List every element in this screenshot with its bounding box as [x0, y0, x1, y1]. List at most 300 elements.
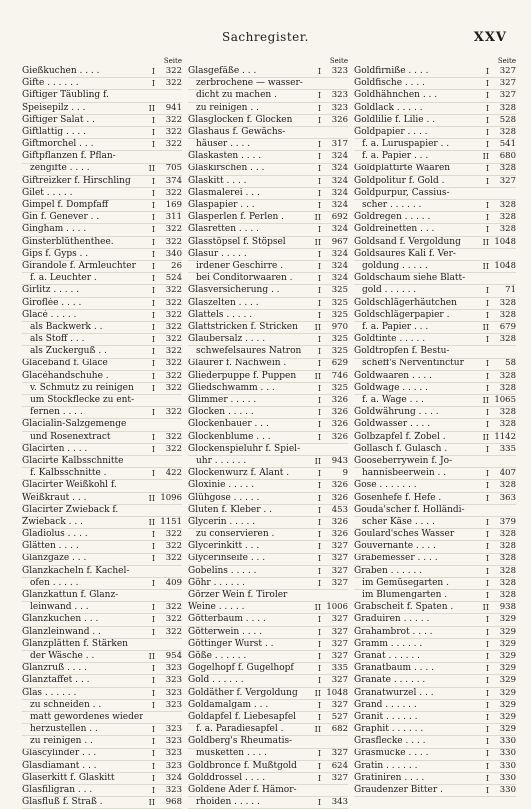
entry-volume: I — [151, 725, 155, 735]
index-entry — [188, 468, 348, 480]
index-entry — [22, 468, 182, 480]
entry-term: Gladiolus . . . . — [22, 529, 88, 540]
entry-volume: I — [151, 66, 155, 76]
entry-volume: I — [317, 188, 321, 198]
entry-volume: I — [317, 249, 321, 259]
index-entry — [188, 578, 348, 590]
index-entry — [188, 90, 348, 102]
index-entry — [188, 773, 348, 785]
index-entry — [188, 383, 348, 395]
entry-volume: I — [317, 152, 321, 162]
entry-volume: I — [151, 176, 155, 186]
entry-page: 322 — [165, 297, 182, 308]
entry-volume: I — [485, 786, 489, 796]
entry-term: um Stockflecke zu ent- — [30, 395, 135, 406]
entry-term: Goldsaures Kali f. Ver- — [354, 248, 456, 259]
entry-volume: II — [314, 371, 321, 381]
entry-volume: II — [482, 261, 489, 271]
entry-page: 323 — [331, 90, 348, 101]
entry-volume: I — [151, 432, 155, 442]
index-entry — [354, 176, 516, 188]
entry-term: Gin f. Genever . . — [22, 212, 100, 223]
index-entry — [188, 541, 348, 553]
entry-volume: I — [485, 310, 489, 320]
entry-volume: I — [151, 408, 155, 418]
index-column-3 — [354, 56, 516, 796]
index-entry — [354, 712, 516, 724]
entry-term: Glasglocken f. Glocken — [188, 114, 293, 125]
entry-volume: I — [151, 664, 155, 674]
entry-term: Goldplattirte Waaren — [354, 163, 451, 174]
entry-volume: I — [485, 176, 489, 186]
entry-page: 322 — [165, 407, 182, 418]
index-entry — [354, 298, 516, 310]
entry-term: f. a. Papier . . . — [362, 321, 429, 332]
index-entry — [354, 590, 516, 602]
entry-page: 328 — [499, 370, 516, 381]
entry-volume: I — [485, 554, 489, 564]
entry-volume: I — [317, 700, 321, 710]
entry-term: Glacirte Kalbsschnitte — [22, 456, 124, 466]
entry-term: Glaurer f. Nachwein . — [188, 358, 287, 369]
entry-term: Grahambrot . . . . — [354, 626, 433, 637]
entry-page: 330 — [499, 760, 516, 771]
index-entry — [188, 627, 348, 639]
index-entry — [22, 212, 182, 224]
entry-volume: I — [485, 700, 489, 710]
entry-page: 379 — [499, 516, 516, 527]
entry-term: Glacéband f. Glacé — [22, 358, 108, 369]
entry-page: 323 — [165, 748, 182, 759]
index-entry — [22, 578, 182, 590]
index-entry — [354, 627, 516, 639]
entry-volume: I — [317, 274, 321, 284]
index-entry — [354, 90, 516, 102]
entry-page: 326 — [331, 395, 348, 406]
entry-volume: I — [485, 749, 489, 759]
index-entry — [22, 639, 182, 651]
entry-volume: I — [317, 505, 321, 515]
entry-page: 324 — [331, 163, 348, 174]
entry-volume: I — [317, 396, 321, 406]
index-entry — [22, 566, 182, 578]
entry-term: Gose . . . . . . . — [354, 480, 417, 491]
entry-term: Grasflecke . . . . — [354, 736, 426, 747]
index-entry — [188, 663, 348, 675]
entry-term: Goldsand f. Vergoldung — [354, 236, 461, 247]
entry-page: 680 — [499, 151, 516, 162]
index-entry — [22, 602, 182, 614]
entry-page: 326 — [331, 480, 348, 491]
entry-volume: I — [151, 554, 155, 564]
entry-page: 340 — [165, 248, 182, 259]
entry-page: 323 — [165, 724, 182, 735]
entry-volume: I — [317, 554, 321, 564]
entry-page: 324 — [331, 200, 348, 211]
index-entry — [22, 188, 182, 200]
entry-page: 330 — [499, 785, 516, 796]
entry-term: f. a. Leuchter . — [30, 273, 97, 284]
entry-volume: II — [148, 493, 155, 503]
entry-page: 328 — [499, 565, 516, 576]
entry-page: 311 — [165, 212, 182, 223]
entry-term: Göße . . . . . . — [188, 651, 247, 661]
entry-page: 322 — [165, 431, 182, 442]
entry-term: Glanzgaze . . . — [22, 553, 87, 564]
entry-page: 328 — [499, 102, 516, 113]
entry-volume: I — [485, 542, 489, 552]
entry-term: Goldreinetten . . . — [354, 224, 435, 235]
entry-volume: I — [485, 286, 489, 296]
index-entry — [22, 346, 182, 358]
entry-page: 970 — [331, 321, 348, 332]
entry-page: 328 — [499, 309, 516, 320]
entry-page: 322 — [165, 382, 182, 393]
entry-term: Glacirter Zwieback f. — [22, 504, 119, 515]
entry-term: Goldwasser . . . . — [354, 419, 431, 430]
entry-term: Göhr . . . . . . — [188, 577, 246, 588]
entry-page: 329 — [499, 724, 516, 735]
entry-term: Gouvernante . . . . — [354, 541, 436, 552]
index-entry — [188, 151, 348, 163]
entry-page: 682 — [331, 724, 348, 735]
entry-term: Goldamalgam . . . — [188, 699, 269, 710]
entry-page: 323 — [331, 102, 348, 113]
index-entry — [22, 139, 182, 151]
entry-page: 326 — [331, 407, 348, 418]
index-entry — [22, 627, 182, 639]
entry-volume: I — [317, 493, 321, 503]
entry-page: 327 — [331, 541, 348, 552]
entry-page: 322 — [165, 602, 182, 613]
index-entry — [354, 541, 516, 553]
index-entry — [188, 407, 348, 419]
index-entry — [22, 651, 182, 663]
entry-term: Girandole f. Armleuchter — [22, 261, 136, 271]
index-entry — [354, 468, 516, 480]
index-entry — [354, 237, 516, 249]
entry-volume: II — [148, 517, 155, 527]
entry-page: 327 — [331, 553, 348, 564]
entry-page: 326 — [331, 492, 348, 503]
index-entry — [188, 371, 348, 383]
entry-term: Giftlattig . . . . — [22, 126, 87, 137]
entry-volume: I — [317, 103, 321, 113]
index-entry — [22, 127, 182, 139]
entry-page: 328 — [499, 163, 516, 174]
entry-volume: I — [151, 737, 155, 747]
entry-page: 322 — [165, 358, 182, 369]
entry-term: häuser . . . . — [196, 139, 251, 150]
entry-term: Glycerin . . . . . — [188, 516, 256, 527]
entry-page: 343 — [331, 797, 348, 808]
index-entry — [22, 688, 182, 700]
entry-volume: II — [148, 798, 155, 808]
index-entry — [354, 322, 516, 334]
index-entry — [354, 127, 516, 139]
index-entry — [22, 298, 182, 310]
entry-page: 26 — [171, 261, 182, 271]
entry-volume: I — [485, 566, 489, 576]
entry-term: Görzer Wein f. Tiroler — [188, 590, 288, 601]
index-entry — [354, 359, 516, 371]
entry-term: Götterwein . . . . — [188, 626, 263, 637]
entry-page: 327 — [331, 626, 348, 637]
entry-term: Göttinger Wurst . . — [188, 638, 274, 649]
entry-term: Grand . . . . . . — [354, 699, 417, 710]
entry-volume: I — [317, 225, 321, 235]
entry-term: als Zuckerguß . . — [30, 346, 107, 357]
entry-volume: I — [317, 286, 321, 296]
entry-volume: I — [485, 469, 489, 479]
entry-term: Gloxinie . . . . . — [188, 480, 255, 491]
entry-term: Glanzkuchen . . . — [22, 614, 99, 625]
entry-term: f. Kalbsschnitte . — [30, 468, 107, 479]
entry-volume: I — [151, 383, 155, 393]
index-entry — [354, 334, 516, 346]
entry-page: 329 — [499, 687, 516, 698]
entry-page: 322 — [165, 370, 182, 381]
index-entry — [354, 432, 516, 444]
index-entry — [354, 188, 516, 200]
entry-page: 1006 — [326, 602, 348, 613]
index-entry — [188, 103, 348, 115]
entry-volume: II — [482, 237, 489, 247]
entry-term: Gliederpuppe f. Puppen — [188, 370, 297, 381]
entry-page: 324 — [331, 273, 348, 284]
entry-term: Goldberg's Rheumatis- — [188, 736, 293, 747]
entry-volume: II — [314, 237, 321, 247]
index-entry — [188, 273, 348, 285]
entry-term: Glühgose . . . . . — [188, 492, 260, 503]
entry-term: im Gemüsegarten . — [362, 577, 449, 588]
index-entry — [188, 688, 348, 700]
entry-term: Giftiger Salat . . — [22, 114, 95, 125]
entry-term: Gratiniren . . . . — [354, 772, 425, 783]
index-entry — [22, 66, 182, 78]
index-entry — [22, 675, 182, 687]
entry-volume: I — [485, 530, 489, 540]
index-entry — [188, 724, 348, 736]
entry-volume: I — [485, 664, 489, 674]
index-entry — [22, 554, 182, 566]
entry-page: 938 — [499, 602, 516, 613]
entry-term: Goldpolitur f. Gold . — [354, 175, 445, 186]
entry-volume: I — [151, 603, 155, 613]
index-entry — [22, 700, 182, 712]
entry-term: goldung . . . . . — [362, 261, 428, 271]
entry-term: Graphit . . . . . . — [354, 724, 424, 735]
index-entry — [188, 224, 348, 236]
index-entry — [22, 480, 182, 492]
index-entry — [354, 773, 516, 785]
entry-volume: I — [485, 517, 489, 527]
index-entry — [354, 200, 516, 212]
entry-term: Glockenwurz f. Alant . — [188, 468, 290, 479]
index-entry — [354, 480, 516, 492]
entry-term: Golddrossel . . . . — [188, 772, 266, 783]
entry-term: Glycerinseife . . . — [188, 553, 266, 564]
entry-term: Goldene Ader f. Hämor- — [188, 785, 297, 796]
entry-page: 328 — [499, 577, 516, 588]
entry-page: 374 — [165, 175, 182, 186]
entry-page: 322 — [165, 541, 182, 552]
entry-volume: I — [151, 249, 155, 259]
entry-volume: I — [485, 91, 489, 101]
index-entry — [188, 639, 348, 651]
entry-term: Grasmücke . . . . — [354, 748, 429, 759]
entry-term: herzustellen . . — [30, 724, 98, 735]
index-entry — [354, 164, 516, 176]
entry-term: rhoiden . . . . . — [196, 797, 260, 808]
entry-term: Goldwage . . . . . — [354, 382, 429, 393]
index-entry — [354, 736, 516, 748]
entry-volume: I — [151, 79, 155, 89]
entry-term: Gouda'scher f. Holländi- — [354, 504, 465, 515]
index-entry — [22, 322, 182, 334]
entry-term: Glasdiamant . . . — [22, 760, 97, 771]
index-entry — [354, 419, 516, 431]
entry-term: Goldpurpur, Cassius- — [354, 187, 450, 198]
index-entry — [188, 139, 348, 151]
entry-term: v. Schmutz zu reinigen — [30, 382, 134, 393]
entry-term: zu reinigen . . — [30, 736, 93, 747]
entry-volume: I — [151, 310, 155, 320]
entry-volume: I — [317, 335, 321, 345]
index-entry — [354, 456, 516, 468]
entry-page: 329 — [499, 699, 516, 710]
entry-page: 325 — [331, 346, 348, 357]
entry-term: Zwieback . . . — [22, 516, 83, 527]
entry-volume: II — [482, 396, 489, 406]
index-entry — [354, 700, 516, 712]
index-entry — [22, 285, 182, 297]
index-entry — [188, 188, 348, 200]
index-entry — [354, 529, 516, 541]
entry-page: 1048 — [494, 261, 516, 271]
entry-term: scheff's Nerventinctur — [362, 358, 464, 369]
entry-term: Glasfluß f. Straß . — [22, 797, 103, 808]
entry-term: Gollasch f. Gulasch . — [354, 443, 448, 454]
entry-volume: I — [151, 786, 155, 796]
entry-term: Goldwährung . . . . — [354, 407, 439, 418]
index-entry — [188, 712, 348, 724]
entry-volume: II — [482, 322, 489, 332]
index-entry — [22, 724, 182, 736]
index-entry — [22, 310, 182, 322]
entry-volume: I — [485, 493, 489, 503]
entry-page: 322 — [165, 626, 182, 637]
entry-term: Glockenspieluhr f. Spiel- — [188, 443, 301, 454]
seite-label: Seite — [329, 57, 348, 65]
entry-term: Gratin . . . . . . — [354, 760, 418, 771]
entry-volume: I — [485, 688, 489, 698]
index-entry — [354, 578, 516, 590]
entry-volume: I — [151, 627, 155, 637]
entry-page: 322 — [165, 139, 182, 150]
entry-page: 325 — [331, 297, 348, 308]
entry-page: 324 — [331, 248, 348, 259]
entry-term: hannisbeerwein . . — [362, 468, 447, 479]
entry-volume: I — [317, 664, 321, 674]
entry-volume: I — [317, 530, 321, 540]
index-entry — [22, 797, 182, 809]
entry-term: Gimpel f. Dompfaff — [22, 200, 109, 211]
entry-volume: I — [485, 676, 489, 686]
entry-volume: I — [151, 286, 155, 296]
entry-term: scher . . . . . . — [362, 200, 422, 211]
entry-page: 330 — [499, 748, 516, 759]
index-entry — [22, 432, 182, 444]
entry-page: 527 — [331, 711, 348, 722]
entry-term: Giftpflanzen f. Pflan- — [22, 151, 116, 162]
index-entry — [188, 590, 348, 602]
entry-term: Glacirten . . . . — [22, 443, 88, 454]
page-title: Sachregister. — [222, 30, 309, 44]
entry-volume: I — [151, 322, 155, 332]
index-entry — [22, 273, 182, 285]
entry-volume: I — [485, 225, 489, 235]
entry-page: 1142 — [494, 431, 516, 442]
entry-page: 326 — [331, 431, 348, 442]
index-entry — [188, 176, 348, 188]
entry-volume: I — [151, 201, 155, 211]
index-entry — [188, 480, 348, 492]
index-entry — [354, 383, 516, 395]
entry-page: 326 — [331, 529, 348, 540]
entry-term: Giftreizker f. Hirschling — [22, 175, 131, 186]
entry-term: Glaskasten . . . . — [188, 151, 262, 162]
entry-term: Glaskitt . . . . — [188, 175, 247, 186]
index-entry — [22, 493, 182, 505]
entry-term: zu conservieren . — [196, 529, 275, 540]
entry-page: 943 — [331, 456, 348, 466]
entry-page: 705 — [165, 163, 182, 174]
index-entry — [354, 310, 516, 322]
entry-page: 692 — [331, 212, 348, 223]
entry-term: Goulard'sches Wasser — [354, 529, 455, 540]
entry-volume: I — [151, 371, 155, 381]
entry-term: Gold . . . . . . — [188, 675, 244, 686]
entry-volume: I — [317, 712, 321, 722]
entry-page: 324 — [331, 261, 348, 271]
entry-volume: I — [151, 274, 155, 284]
entry-page: 328 — [499, 224, 516, 235]
entry-volume: I — [317, 749, 321, 759]
entry-term: Glascylinder . . . — [22, 748, 97, 759]
entry-term: Glasversicherung . . — [188, 285, 280, 296]
index-entry — [22, 456, 182, 468]
entry-volume: I — [151, 188, 155, 198]
entry-term: Glasretten . . . . — [188, 224, 259, 235]
entry-volume: I — [151, 261, 155, 271]
index-entry — [354, 639, 516, 651]
entry-page: 324 — [331, 175, 348, 186]
entry-term: Goldapfel f. Liebesapfel — [188, 711, 297, 722]
index-entry — [188, 346, 348, 358]
index-entry — [22, 176, 182, 188]
entry-term: Girlitz . . . . . — [22, 285, 80, 296]
entry-volume: I — [151, 115, 155, 125]
entry-volume: I — [151, 469, 155, 479]
index-entry — [22, 224, 182, 236]
index-entry — [22, 444, 182, 456]
entry-page: 9 — [342, 468, 348, 479]
entry-volume: I — [151, 127, 155, 137]
entry-page: 322 — [165, 78, 182, 89]
index-entry — [354, 651, 516, 663]
index-entry — [188, 505, 348, 517]
